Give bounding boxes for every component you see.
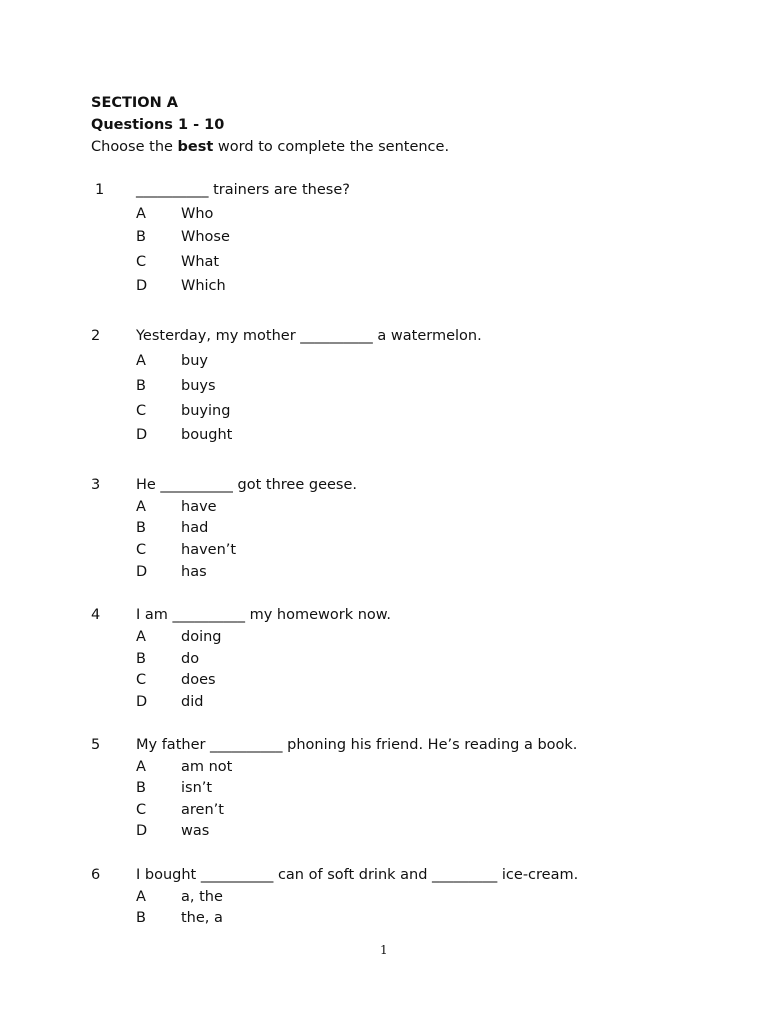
question-1-text: __________ trainers are these? — [136, 182, 350, 198]
page-number: 1 — [380, 943, 388, 957]
question-2-option-b-text: buys — [181, 378, 216, 394]
question-5-option-d-text: was — [181, 823, 210, 839]
question-5-option-c-letter: C — [136, 802, 147, 818]
question-3-option-d-letter: D — [136, 564, 148, 580]
question-6-option-a-letter: A — [136, 889, 146, 905]
question-2-option-a-letter: A — [136, 353, 146, 369]
question-4-option-d-text: did — [181, 694, 204, 710]
question-5-option-a-text: am not — [181, 759, 233, 775]
question-2-option-a-text: buy — [181, 353, 208, 369]
question-6-option-b-letter: B — [136, 910, 146, 926]
question-4-option-d-letter: D — [136, 694, 148, 710]
question-6-text: I bought __________ can of soft drink and _________ ice-cream. — [136, 867, 579, 883]
question-1-option-b-letter: B — [136, 229, 146, 245]
question-4-number: 4 — [91, 607, 101, 623]
question-6-number: 6 — [91, 867, 101, 883]
question-2-option-d-text: bought — [181, 427, 233, 443]
section-title: SECTION A — [91, 95, 179, 111]
question-3-option-b-text: had — [181, 520, 209, 536]
question-4-text: I am __________ my homework now. — [136, 607, 391, 623]
question-2-option-d-letter: D — [136, 427, 148, 443]
question-3-option-c-letter: C — [136, 542, 147, 558]
question-2-number: 2 — [91, 328, 101, 344]
question-1-option-a-letter: A — [136, 206, 146, 222]
instruction: Choose the best word to complete the sentence. — [91, 139, 450, 155]
question-4-option-c-text: does — [181, 672, 216, 688]
question-4-option-a-letter: A — [136, 629, 146, 645]
question-6-option-b-text: the, a — [181, 910, 223, 926]
question-1-option-c-letter: C — [136, 254, 147, 270]
question-3-option-c-text: haven’t — [181, 542, 237, 558]
question-1-option-a-text: Who — [181, 206, 214, 222]
question-3-text: He __________ got three geese. — [136, 477, 358, 493]
question-5-option-a-letter: A — [136, 759, 146, 775]
question-2-option-c-letter: C — [136, 403, 147, 419]
question-5-option-b-letter: B — [136, 780, 146, 796]
question-4-option-b-letter: B — [136, 651, 146, 667]
question-3-option-a-letter: A — [136, 499, 146, 515]
question-5-option-b-text: isn’t — [181, 780, 213, 796]
question-3-option-b-letter: B — [136, 520, 146, 536]
question-5-option-c-text: aren’t — [181, 802, 224, 818]
question-2-option-c-text: buying — [181, 403, 231, 419]
question-4-option-b-text: do — [181, 651, 200, 667]
question-2-option-b-letter: B — [136, 378, 146, 394]
question-3-option-d-text: has — [181, 564, 207, 580]
question-4-option-c-letter: C — [136, 672, 147, 688]
question-1-number: 1 — [95, 182, 105, 198]
question-3-option-a-text: have — [181, 499, 217, 515]
question-5-number: 5 — [91, 737, 101, 753]
question-3-number: 3 — [91, 477, 101, 493]
question-1-option-d-text: Which — [181, 278, 226, 294]
question-1-option-c-text: What — [181, 254, 220, 270]
question-4-option-a-text: doing — [181, 629, 222, 645]
question-2-text: Yesterday, my mother __________ a watermelon. — [136, 328, 482, 344]
question-5-option-d-letter: D — [136, 823, 148, 839]
question-1-option-b-text: Whose — [181, 229, 230, 245]
question-5-text: My father __________ phoning his friend. He’s reading a book. — [136, 737, 578, 753]
question-6-option-a-text: a, the — [181, 889, 223, 905]
question-1-option-d-letter: D — [136, 278, 148, 294]
questions-range: Questions 1 - 10 — [91, 117, 225, 133]
